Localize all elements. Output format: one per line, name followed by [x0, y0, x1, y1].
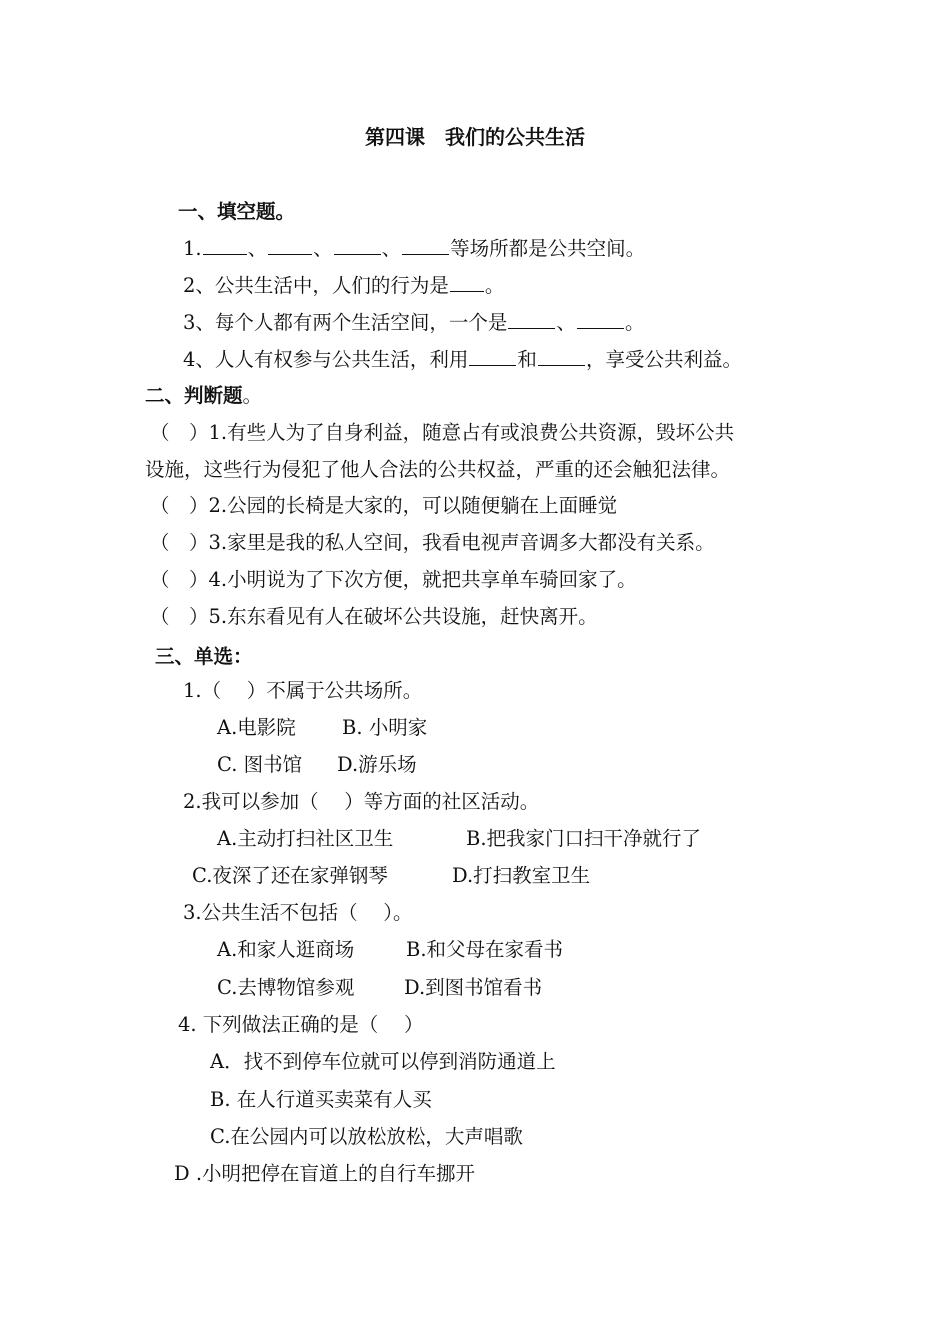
judge-item-2: （ ）2.公园的长椅是大家的，可以随便躺在上面睡觉 — [150, 494, 618, 517]
judge-item-1: （ ）1.有些人为了自身利益，随意占有或浪费公共资源，毁坏公共 — [150, 421, 735, 444]
option-b[interactable]: B. 在人行道买卖菜有人买 — [210, 1088, 432, 1111]
choice-question-3: 3.公共生活不包括（ ）。 — [183, 901, 413, 924]
answer-blank[interactable] — [577, 309, 624, 329]
answer-paren[interactable]: （ ） — [150, 568, 209, 591]
answer-paren[interactable]: （ ） — [150, 531, 209, 554]
option-d[interactable]: D.打扫教室卫生 — [452, 864, 591, 887]
answer-paren[interactable]: （ ） — [150, 494, 209, 517]
option-c[interactable]: C.去博物馆参观 — [217, 976, 355, 999]
judge-item-5: （ ）5.东东看见有人在破坏公共设施，赶快离开。 — [150, 605, 598, 628]
answer-blank[interactable] — [334, 235, 381, 255]
judge-item-4: （ ）4.小明说为了下次方便，就把共享单车骑回家了。 — [150, 568, 637, 591]
answer-blank[interactable] — [508, 309, 555, 329]
fill-question-3: 3、每个人都有两个生活空间，一个是 、 。 — [183, 311, 645, 334]
section2-heading: 二、判断题。 — [145, 384, 263, 407]
option-b[interactable]: B.把我家门口扫干净就行了 — [466, 827, 702, 850]
answer-blank[interactable] — [203, 235, 247, 255]
answer-paren[interactable]: （ ） — [150, 605, 209, 628]
option-c[interactable]: C. 图书馆 — [217, 753, 303, 776]
option-a[interactable]: A.和家人逛商场 — [217, 938, 355, 961]
fill-question-2: 2、公共生活中，人们的行为是 。 — [183, 274, 505, 297]
option-a[interactable]: A.电影院 — [217, 716, 296, 739]
choice-question-1: 1.（ ）不属于公共场所。 — [183, 679, 423, 702]
choice-question-2: 2.我可以参加（ ）等方面的社区活动。 — [183, 790, 540, 813]
answer-blank[interactable] — [402, 235, 449, 255]
fill-question-4: 4、人人有权参与公共生活，利用 和 ，享受公共利益。 — [183, 348, 742, 371]
option-b[interactable]: B. 小明家 — [342, 716, 428, 739]
option-d[interactable]: D.到图书馆看书 — [404, 976, 543, 999]
answer-blank[interactable] — [538, 346, 585, 366]
option-c[interactable]: C.夜深了还在家弹钢琴 — [192, 864, 388, 887]
option-b[interactable]: B.和父母在家看书 — [406, 938, 564, 961]
answer-blank[interactable] — [450, 272, 484, 292]
judge-item-1-cont: 设施，这些行为侵犯了他人合法的公共权益，严重的还会触犯法律。 — [145, 458, 731, 481]
choice-question-4: 4. 下列做法正确的是（ ） — [178, 1013, 424, 1036]
option-d[interactable]: D.游乐场 — [337, 753, 417, 776]
answer-paren[interactable]: （ ） — [150, 421, 209, 444]
option-a[interactable]: A．找不到停车位就可以停到消防通道上 — [210, 1050, 556, 1073]
section3-heading: 三、单选： — [155, 645, 253, 668]
answer-blank[interactable] — [469, 346, 516, 366]
answer-blank[interactable] — [268, 235, 312, 255]
option-d[interactable]: D .小明把停在盲道上的自行车挪开 — [174, 1162, 476, 1185]
fill-question-1: 1. 、 、 、 等场所都是公共空间。 — [183, 237, 646, 260]
page-title: 第四课 我们的公共生活 — [365, 125, 585, 149]
option-a[interactable]: A.主动打扫社区卫生 — [217, 827, 394, 850]
option-c[interactable]: C.在公园内可以放松放松，大声唱歌 — [210, 1125, 523, 1148]
judge-item-3: （ ）3.家里是我的私人空间，我看电视声音调多大都没有关系。 — [150, 531, 715, 554]
section1-heading: 一、填空题。 — [178, 200, 296, 223]
